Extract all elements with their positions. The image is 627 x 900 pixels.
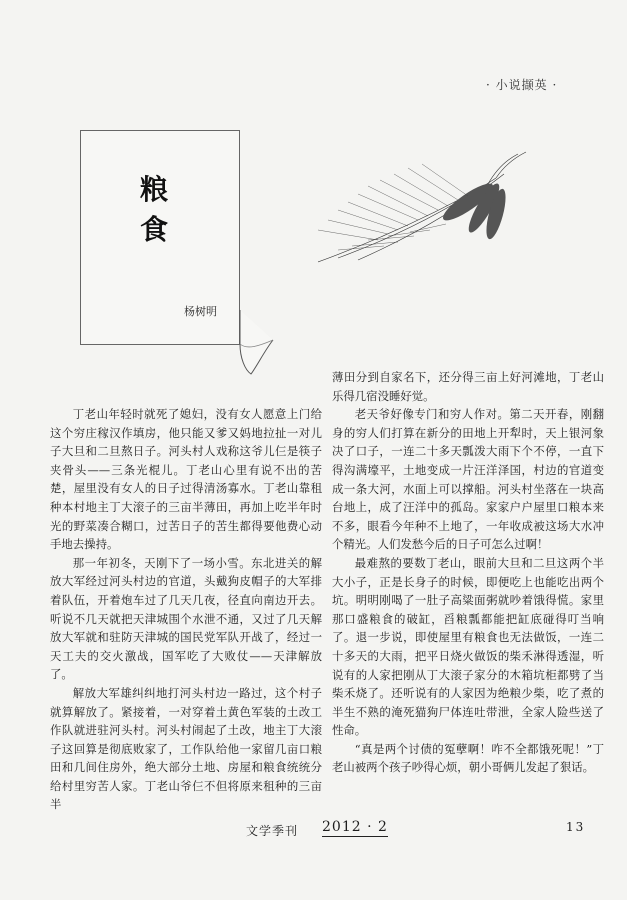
paragraph: 老天爷好像专门和穷人作对。第二天开春，刚翻身的穷人们打算在新分的田地上开犁时，天上银河象决了口子，一连二十多天瓢泼大雨下个不停，一直下得沟满壕平，土地变成一片汪洋泽国，村边的官道变成一条大河，水面上可以撑船。河头村坐落在一块高台地上，成了汪洋中的孤岛。家家户户屋里口粮本来不多，眼看今年种不上地了，一年收成被这场大水冲个精光。人们发愁今后的日子可怎么过啊！ bbox=[332, 407, 604, 552]
page-curl-decoration bbox=[237, 310, 277, 376]
author-name: 杨树明 bbox=[184, 305, 217, 318]
wheat-illustration bbox=[318, 150, 530, 265]
paragraph: 最难熬的要数丁老山，眼前大旦和二旦这两个半大小子，正是长身子的时候，即便吃上也能吃出两个坑。明明刚喝了一肚子高粱面粥就吵着饿得慌。家里那口盛粮食的破缸，舀粮瓢都能把缸底碰得叮当响了。退一步说，即使屋里有粮食也无法做饭，一连二十多天的大雨，把平日烧火做饭的柴禾淋得透湿，听说有的人家把刚从丁大滚子家分的木箱坑柜都劈了当柴禾烧了。还听说有的人家因为绝粮少柴，吃了煮的半生不熟的淹死猫狗尸体连吐带泄，全家人险些送了性命。 bbox=[332, 555, 604, 738]
magazine-name: 文学季刊 bbox=[246, 824, 299, 838]
title-char-1: 粮 bbox=[140, 173, 169, 206]
paragraph: 那一年初冬，天刚下了一场小雪。东北进关的解放大军经过河头村边的官道，头戴狗皮帽子的大军排着队伍，开着炮车过了几天几夜，径直向南边开去。听说不几天就把天津城围个水泄不通，又过了几天解放大军就和驻防天津城的国民党军队开战了，经过一天工夫的交火激战，国军吃了大败仗——天津解放了。 bbox=[50, 555, 322, 682]
page-number: 13 bbox=[566, 820, 586, 834]
paragraph: 解放大军雄纠纠地打河头村边一路过，这个村子就算解放了。紧接着，一对穿着土黄色军装的土改工作队就进驻河头村。河头村闹起了土改，地主丁大滚子这回算是彻底败家了，工作队给他一家留几亩口粮田和几间住房外，绝大部分土地、房屋和粮食统统分给村里穷苦人家。丁老山爷仨不但将原来租种的三亩半 bbox=[50, 685, 322, 812]
article-column-left bbox=[50, 405, 322, 814]
title-char-2: 食 bbox=[140, 213, 169, 246]
paragraph: 丁老山年轻时就死了媳妇，没有女人愿意上门给这个穷庄稼汉作填房，他只能又爹又妈地拉扯一对儿子大旦和二旦熬日子。河头村人戏称这爷儿仨是筷子夹骨头——三条光棍儿。丁老山心里有说不出的苦楚，屋里没有女人的日子过得清汤寡水。丁老山靠租种本村地主丁大滚子的三亩半薄田，再加上吃半年时光的野菜凑合糊口，过苦日子的苦生都得要他费心动手地去操持。 bbox=[50, 407, 322, 552]
section-tag: · 小说撷英 · bbox=[486, 78, 558, 92]
issue-number: 2012 · 2 bbox=[322, 819, 388, 835]
paragraph-continued: 薄田分到自家名下，还分得三亩上好河滩地，丁老山乐得几宿没睡好觉。 bbox=[332, 370, 604, 403]
article-column-right bbox=[332, 368, 604, 777]
paragraph: “真是两个讨债的冤孽啊！咋不全都饿死呢！”丁老山被两个孩子吵得心烦，朝小哥俩儿发起了狠话。 bbox=[332, 741, 604, 775]
